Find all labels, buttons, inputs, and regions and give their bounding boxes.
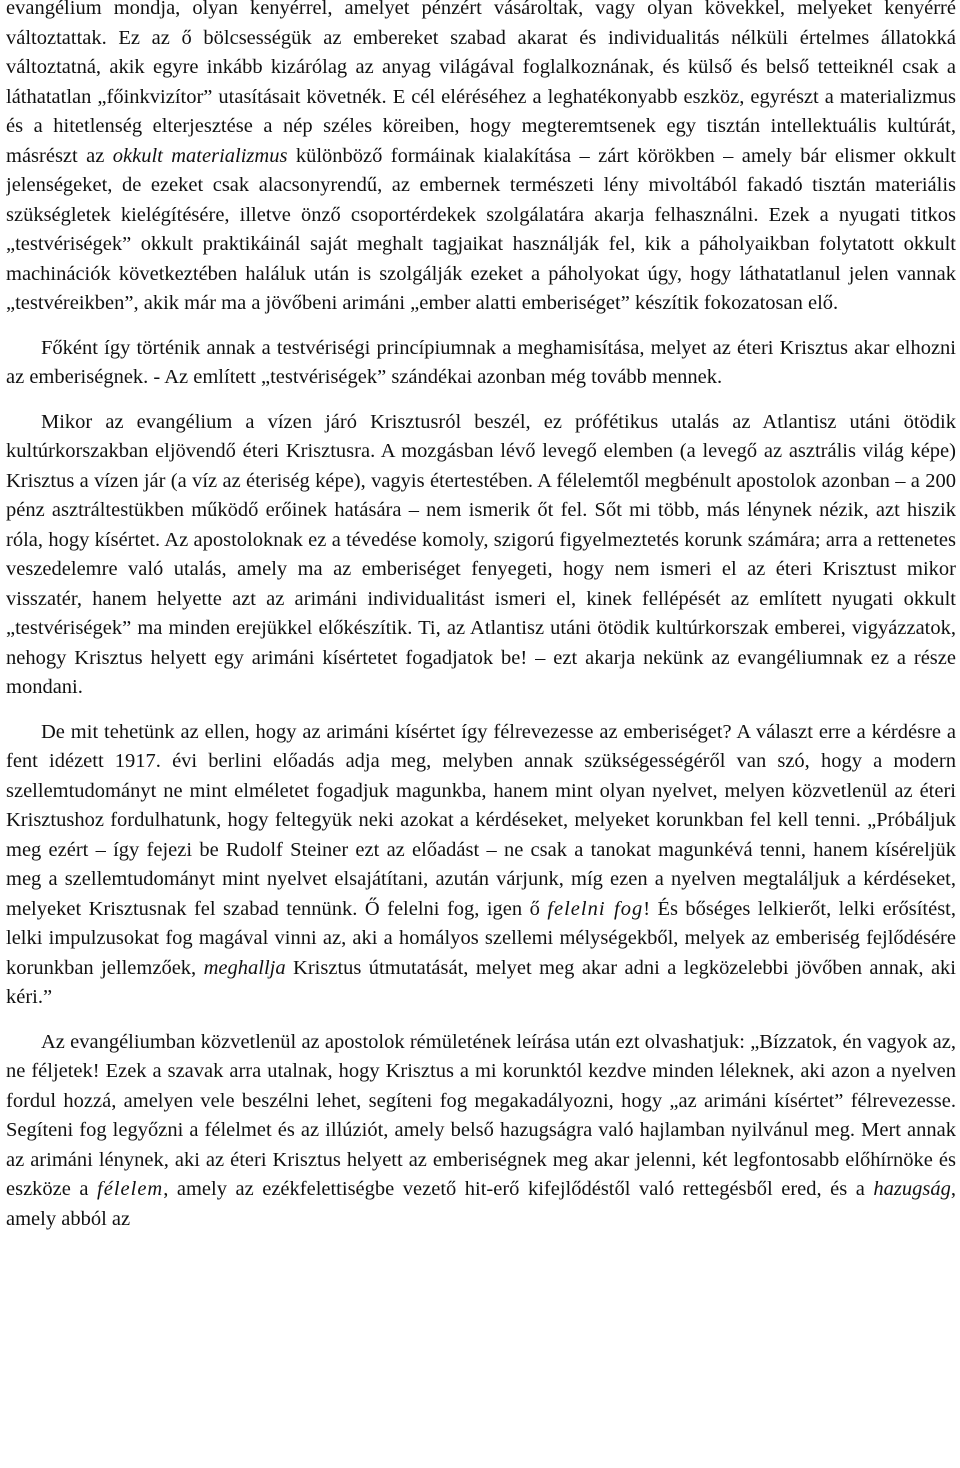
text-run: Az evangéliumban közvetlenül az apostolok rémületének leírása után ezt olvashatjuk: „Bízzatok, én vagyok az, ne féljetek! Ezek a szavak arra utalnak, hogy Krisztus a mi korunktól kezdve minden léleknek, aki azon a nyelven fordul hozzá, amelyen vele beszélni lehet, segíteni fog megakadályozni, hogy „az arimáni kísértet” félrevezesse. Segíteni fog legyőzni a félelmet és az illúziót, amely belső hazugságra való hajlamban nyilvánul meg. Mert annak az arimáni lénynek, aki az éteri Krisztus helyett az emberiségnek meg akar jelenni, két legfontosabb előhírnöke és eszköze a: [6, 1030, 956, 1200]
text-run: különböző formáinak kialakítása – zárt körökben – amely bár elismer okkult jelenségeket, de ezeket csak alacsonyrendű, az embernek természeti lény mivoltából fakadó tisztán materiális szükségletek kielégítésére, illetve önző csoportérdekek szolgálatára akarja felhasználni. Ezek a nyugati titkos „testvériségek” okkult praktikáinál saját meghalt tagjaikat használják fel, kik a páholyaikban folytatott okkult machinációk következtében haláluk után is szolgálják ezeket a páholyokat úgy, hogy láthatatlanul jelen vannak „testvéreikben”, akik már ma a jövőbeni arimáni „ember alatti emberiséget” készítik fokozatosan elő.: [6, 144, 956, 314]
paragraph-2: [6, 334, 956, 393]
text-run: , amely abból az: [6, 1178, 956, 1230]
paragraph-4: [6, 718, 956, 1013]
emphasis-okkult-materializmus: okkult materializmus: [112, 144, 288, 167]
emphasis-felelni-fog: felelni fog: [547, 897, 644, 920]
paragraph-5: [6, 1028, 956, 1235]
paragraph-1: [6, 0, 956, 319]
text-run: , amely az ezékfelettiségbe vezető hit-erő kifejlődéstől való rettegésből ered, és a: [163, 1178, 874, 1200]
text-run: evangélium mondja, olyan kenyérrel, amelyet pénzért vásároltak, vagy olyan kövekkel, melyeket kenyérré változtattak. Ez az ő bölcsességük az embereket szabad akarat és individualitás nélküli értelmes állatokká változtatná, akik egyre inkább kizárólag az anyag világával foglalkoznának, és külső és belső tetteiknél csak a láthatatlan „főinkvizítor” utasításait követnék. E cél eléréséhez a leghatékonyabb eszköz, egyrészt a materializmus és a hitetlenség elterjesztése a nép széles köreiben, hogy megteremtsenek egy tisztán intellektuális kultúrát, másrészt az: [6, 0, 956, 167]
text-run: Főként így történik annak a testvériségi princípiumnak a meghamisítása, melyet az éteri Krisztus akar elhozni az emberiségnek. - Az említett „testvériségek” szándékai azonban még tovább mennek.: [6, 336, 956, 388]
emphasis-meghallja: meghallja: [203, 956, 286, 979]
emphasis-felelem: félelem: [97, 1178, 164, 1200]
text-run: ! És bőséges lelkierőt, lelki erősítést, lelki impulzusokat fog magával vinni az, aki a homályos szellemi mélységekből, melyek az emberiség fejlődésére korunkban jellemzőek,: [6, 897, 956, 979]
document-page: [6, 0, 956, 1468]
emphasis-hazugsag: hazugság: [873, 1178, 951, 1200]
text-run: Mikor az evangélium a vízen járó Krisztusról beszél, ez prófétikus utalás az Atlantisz utáni ötödik kultúrkorszakban eljövendő éteri Krisztusra. A mozgásban lévő levegő elemben (a levegő az asztrális világ képe) Krisztus a vízen jár (a víz az éteriség képe), vagyis étertestében. A félelemtől megbénult apostolok azonban – a 200 pénz asztráltestükben működő erőinek hatására – nem ismerik őt fel. Sőt mi több, más lénynek nézik, azt hiszik róla, hogy kísértet. Az apostoloknak ez a tévedése komoly, szigorú figyelmeztetés korunk számára; arra a rettenetes veszedelemre való utalás, amely ma az emberiséget fenyegeti, hogy nem ismeri el az éteri Krisztust mikor visszatér, hanem helyette azt az arimáni individualitást ismeri el, kinek fellépését az említett nyugati okkult „testvériségek” ma minden erejükkel előkészítik. Ti, az Atlantisz utáni ötödik kultúrkorszak emberei, vigyázzatok, nehogy Krisztus helyett egy arimáni kísértetet fogadjatok be! – ezt akarja nekünk az evangéliumnak ez a része mondani.: [6, 410, 956, 698]
text-run: De mit tehetünk az ellen, hogy az arimáni kísértet így félrevezesse az emberiséget? A választ erre a kérdésre a fent idézett 1917. évi berlini előadás adja meg, melyben annak szükségességéről van szó, hogy a modern szellemtudományt ne mint elméletet fogadjuk magunkba, hanem mint olyan nyelvet, melyen közvetlenül az éteri Krisztushoz fordulhatunk, hogy feltegyük neki azokat a kérdéseket, melyeket korunkban fel kell tenni. „Próbáljuk meg ezért – így fejezi be Rudolf Steiner ezt az előadást – ne csak a tanokat magunkévá tenni, hanem kíséreljük meg a szellemtudományt mint nyelvet elsajátítani, azután várjunk, míg ezen a nyelven megtaláljuk a kérdéseket, melyeket Krisztusnak fel szabad tennünk. Ő felelni fog, igen ő: [6, 720, 956, 920]
paragraph-3: [6, 408, 956, 703]
text-run: Krisztus útmutatását, melyet meg akar adni a legközelebbi jövőben annak, aki kéri.”: [6, 956, 956, 1008]
